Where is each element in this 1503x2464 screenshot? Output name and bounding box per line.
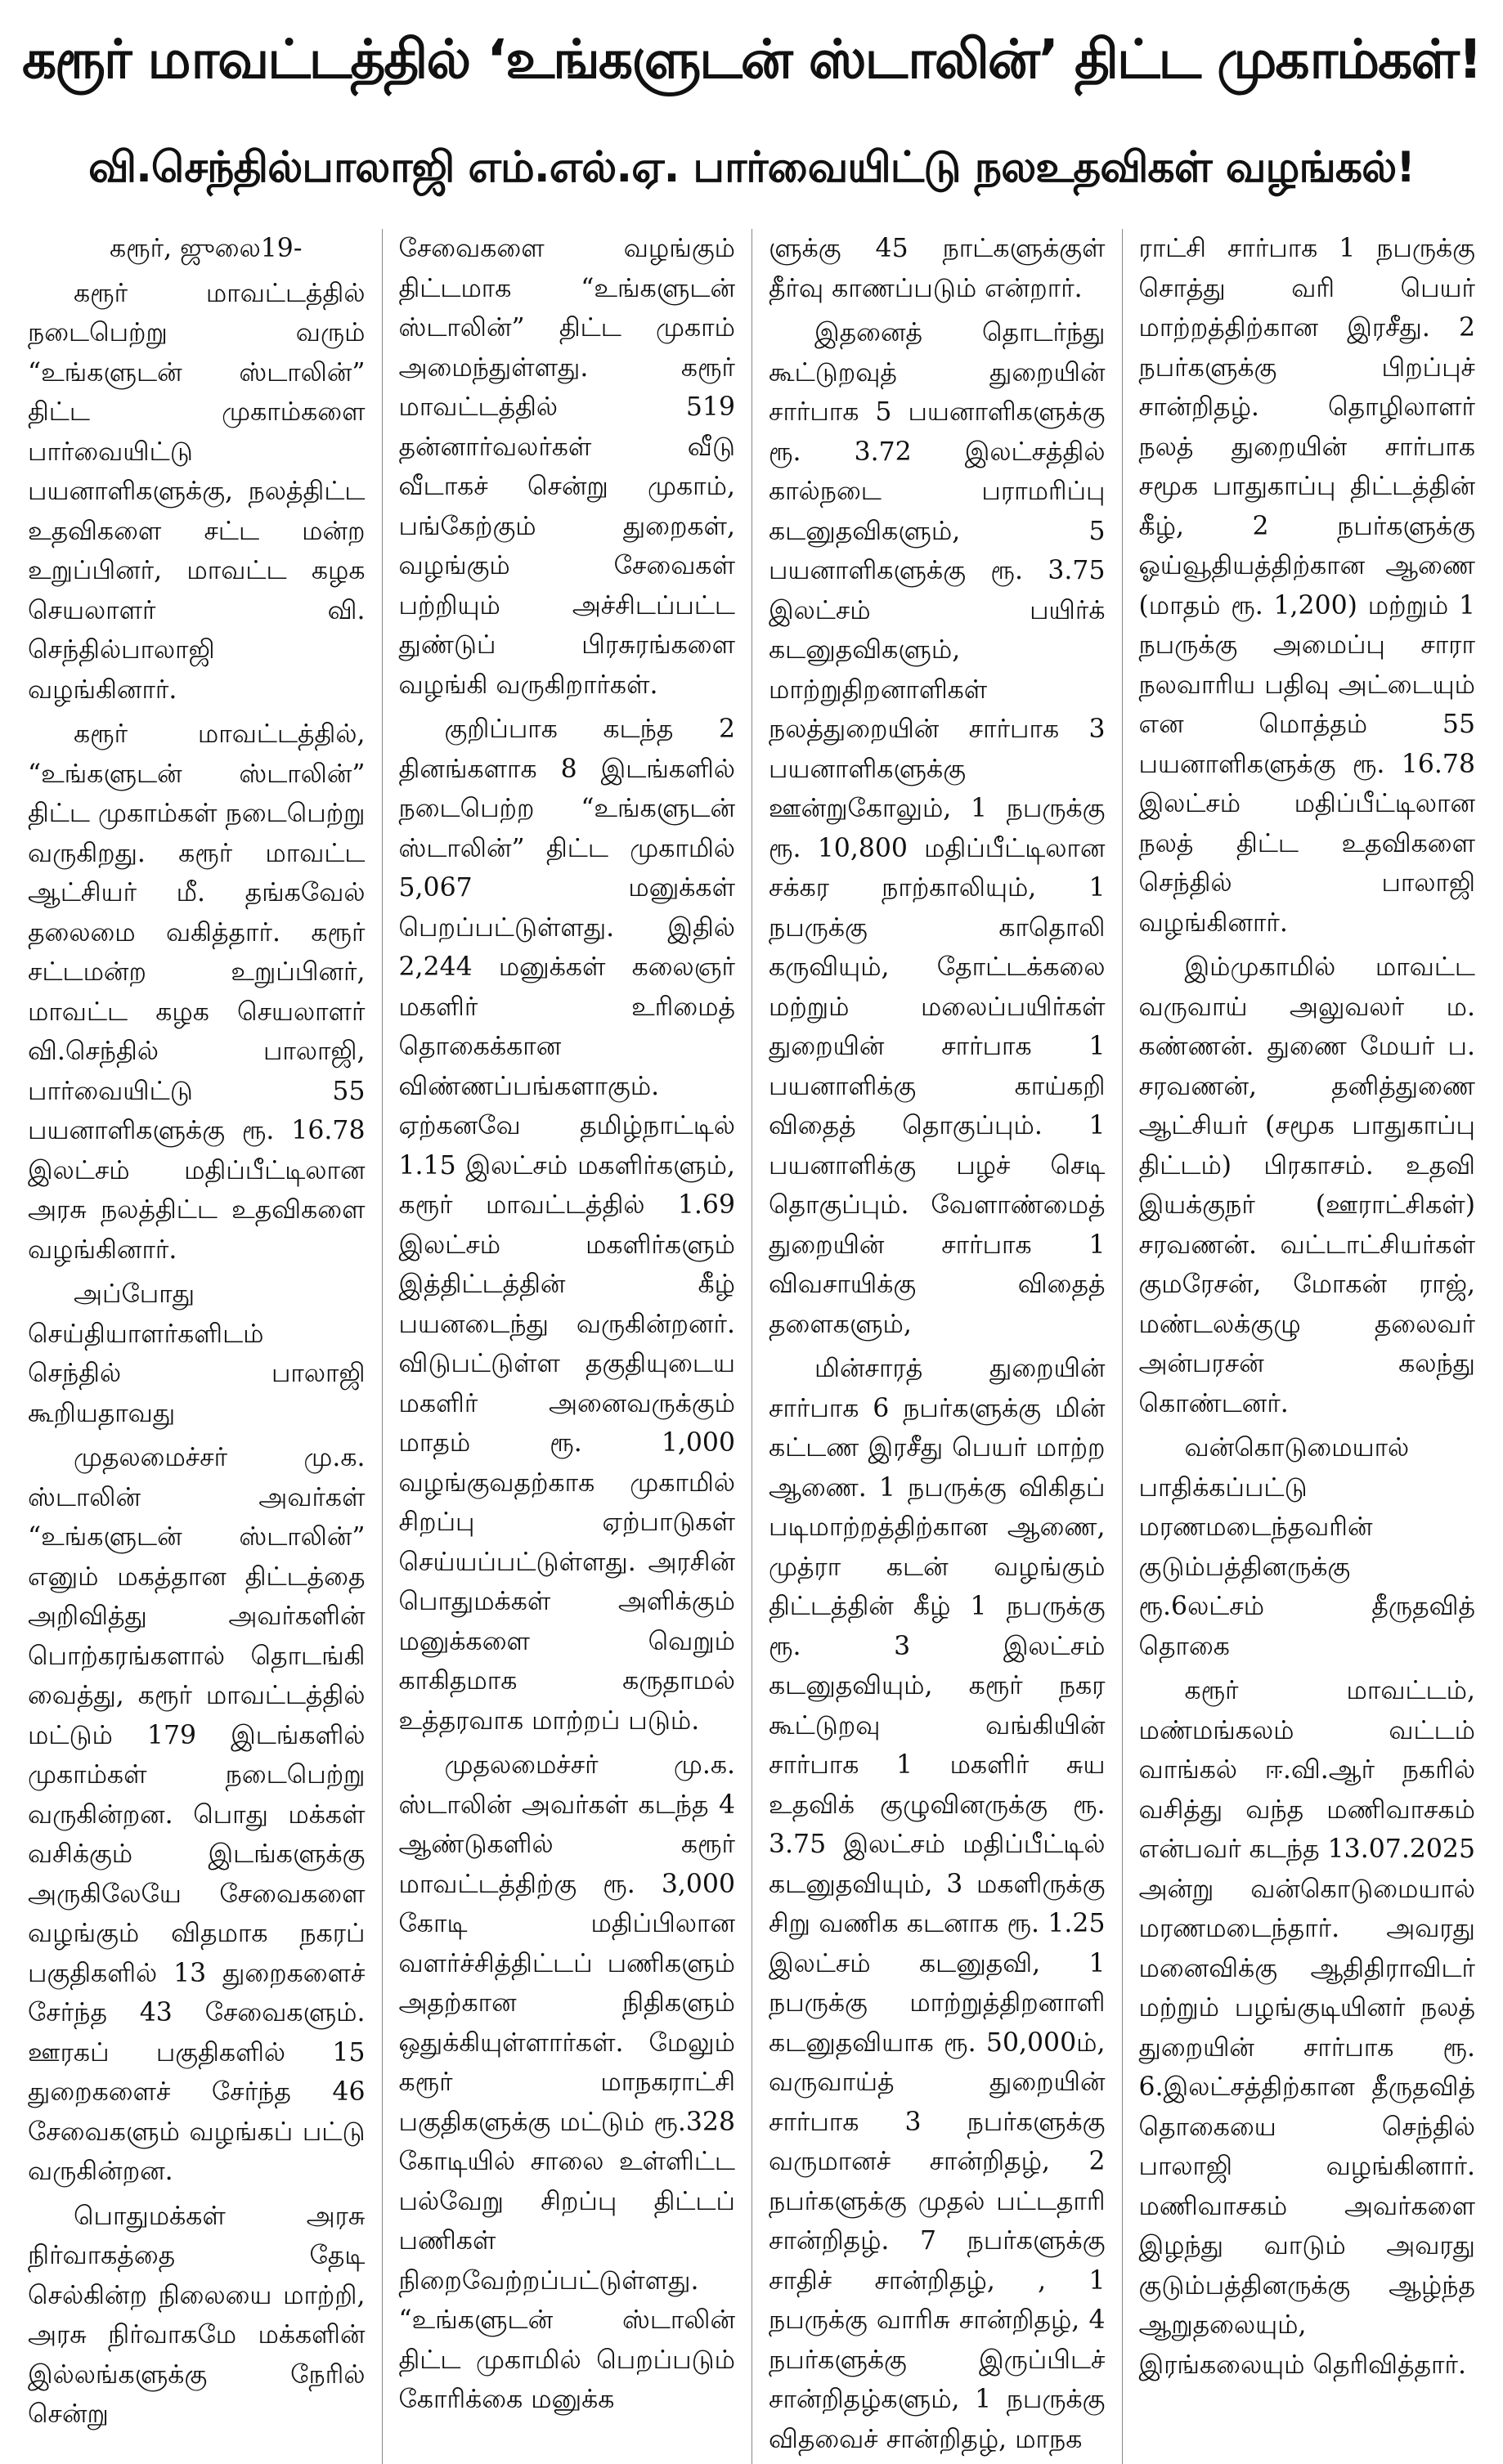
- paragraph: ராட்சி சார்பாக 1 நபருக்கு சொத்து வரி பெயர் மாற்றத்திற்கான இரசீது. 2 நபர்களுக்கு பிறப்புச் சான்றிதழ். தொழிலாளர் நலத் துறையின் சார்பாக சமூக பாதுகாப்பு திட்டத்தின் கீழ், 2 நபர்களுக்கு ஓய்வூதியத்திற்கான ஆணை (மாதம் ரூ. 1,200) மற்றும் 1 நபருக்கு அமைப்பு சாரா நலவாரிய பதிவு அட்டையும் என மொத்தம் 55 பயனாளிகளுக்கு ரூ. 16.78 இலட்சம் மதிப்பீட்டிலான நலத் திட்ட உதவிகளை செந்தில் பாலாஜி வழங்கினார்.: [1138, 234, 1475, 938]
- column-4: [1122, 229, 1492, 2464]
- column-2: [382, 229, 752, 2464]
- paragraph: சேவைகளை வழங்கும் திட்டமாக “உங்களுடன் ஸ்டாலின்” திட்ட முகாம் அமைந்துள்ளது. கரூர் மாவட்டத்தில் 519 தன்னார்வலர்கள் வீடு வீடாகச் சென்று முகாம், பங்கேற்கும் துறைகள், வழங்கும் சேவைகள் பற்றியும் அச்சிடப்பட்ட துண்டுப் பிரசுரங்களை வழங்கி வருகிறார்கள்.: [398, 234, 735, 700]
- subheadline: வி.செந்தில்பாலாஜி எம்.எல்.ஏ. பார்வையிட்டு நலஉதவிகள் வழங்கல்!: [87, 143, 1416, 192]
- paragraph: கரூர் மாவட்டத்தில் நடைபெற்று வரும் “உங்களுடன் ஸ்டாலின்” திட்ட முகாம்களை பார்வையிட்டு பயனாளிகளுக்கு, நலத்திட்ட உதவிகளை சட்ட மன்ற உறுப்பினர், மாவட்ட கழக செயலாளர் வி. செந்தில்பாலாஜி வழங்கினார்.: [28, 278, 366, 705]
- paragraph: கரூர் மாவட்டத்தில், “உங்களுடன் ஸ்டாலின்” திட்ட முகாம்கள் நடைபெற்று வருகிறது. கரூர் மாவட்ட ஆட்சியர் மீ. தங்கவேல் தலைமை வகித்தார். கரூர் சட்டமன்ற உறுப்பினர், மாவட்ட கழக செயலாளர் வி.செந்தில் பாலாஜி, பார்வையிட்டு 55 பயனாளிகளுக்கு ரூ. 16.78 இலட்சம் மதிப்பீட்டிலான அரசு நலத்திட்ட உதவிகளை வழங்கினார்.: [28, 719, 366, 1265]
- column-3: [752, 229, 1122, 2464]
- column-1: [11, 229, 382, 2464]
- paragraph: கரூர் மாவட்டம், மண்மங்கலம் வட்டம் வாங்கல் ஈ.வி.ஆர் நகரில் வசித்து வந்த மணிவாசகம் என்பவர் கடந்த 13.07.2025 அன்று வன்கொடுமையால் மரணமடைந்தார். அவரது மனைவிக்கு ஆதிதிராவிடர் மற்றும் பழங்குடியினர் நலத் துறையின் சார்பாக ரூ. 6.இலட்சத்திற்கான தீருதவித் தொகையை செந்தில் பாலாஜி வழங்கினார். மணிவாசகம் அவர்களை இழந்து வாடும் அவரது குடும்பத்தினருக்கு ஆழ்ந்த ஆறுதலையும், இரங்கலையும் தெரிவித்தார்.: [1138, 1676, 1475, 2380]
- dateline: கரூர், ஜுலை19-: [110, 234, 303, 263]
- paragraph: இதனைத் தொடர்ந்து கூட்டுறவுத் துறையின் சார்பாக 5 பயனாளிகளுக்கு ரூ. 3.72 இலட்சத்தில் கால்நடை பராமரிப்பு கடனுதவிகளும், 5 பயனாளிகளுக்கு ரூ. 3.75 இலட்சம் பயிர்க் கடனுதவிகளும், மாற்றுதிறனாளிகள் நலத்துறையின் சார்பாக 3 பயனாளிகளுக்கு ஊன்றுகோலும், 1 நபருக்கு ரூ. 10,800 மதிப்பீட்டிலான சக்கர நாற்காலியும், 1 நபருக்கு காதொலி கருவியும், தோட்டக்கலை மற்றும் மலைப்பயிர்கள் துறையின் சார்பாக 1 பயனாளிக்கு காய்கறி விதைத் தொகுப்பும். 1 பயனாளிக்கு பழச் செடி தொகுப்பும். வேளாண்மைத் துறையின் சார்பாக 1 விவசாயிக்கு விதைத் தளைகளும்,: [769, 318, 1106, 1339]
- paragraph: முதலமைச்சர் மு.க. ஸ்டாலின் அவர்கள் கடந்த 4 ஆண்டுகளில் கரூர் மாவட்டத்திற்கு ரூ. 3,000 கோடி மதிப்பிலான வளர்ச்சித்திட்டப் பணிகளும் அதற்கான நிதிகளும் ஒதுக்கியுள்ளார்கள். மேலும் கரூர் மாநகராட்சி பகுதிகளுக்கு மட்டும் ரூ.328 கோடியில் சாலை உள்ளிட்ட பல்வேறு சிறப்பு திட்டப் பணிகள் நிறைவேற்றப்பட்டுள்ளது. “உங்களுடன் ஸ்டாலின் திட்ட முகாமில் பெறப்படும் கோரிக்கை மனுக்க: [398, 1750, 735, 2414]
- paragraph: பொதுமக்கள் அரசு நிர்வாகத்தை தேடி செல்கின்ற நிலையை மாற்றி, அரசு நிர்வாகமே மக்களின் இல்லங்களுக்கு நேரில் சென்று: [28, 2201, 366, 2429]
- paragraph: மின்சாரத் துறையின் சார்பாக 6 நபர்களுக்கு மின் கட்டண இரசீது பெயர் மாற்ற ஆணை. 1 நபருக்கு விகிதப் படிமாற்றத்திற்கான ஆணை, முத்ரா கடன் வழங்கும் திட்டத்தின் கீழ் 1 நபருக்கு ரூ. 3 இலட்சம் கடனுதவியும், கரூர் நகர கூட்டுறவு வங்கியின் சார்பாக 1 மகளிர் சுய உதவிக் குழுவினருக்கு ரூ. 3.75 இலட்சம் மதிப்பீட்டில் கடனுதவியும், 3 மகளிருக்கு சிறு வணிக கடனாக ரூ. 1.25 இலட்சம் கடனுதவி, 1 நபருக்கு மாற்றுத்திறனாளி கடனுதவியாக ரூ. 50,000ம், வருவாய்த் துறையின் சார்பாக 3 நபர்களுக்கு வருமானச் சான்றிதழ், 2 நபர்களுக்கு முதல் பட்டதாரி சான்றிதழ். 7 நபர்களுக்கு சாதிச் சான்றிதழ், , 1 நபருக்கு வாரிசு சான்றிதழ், 4 நபர்களுக்கு இருப்பிடச் சான்றிதழ்களும், 1 நபருக்கு விதவைச் சான்றிதழ், மாநக: [769, 1354, 1106, 2454]
- headline: கரூர் மாவட்டத்தில் ‘உங்களுடன் ஸ்டாலின்’ திட்ட முகாம்கள்!: [21, 28, 1482, 91]
- paragraph: குறிப்பாக கடந்த 2 தினங்களாக 8 இடங்களில் நடைபெற்ற “உங்களுடன் ஸ்டாலின்” திட்ட முகாமில் 5,067 மனுக்கள் பெறப்பட்டுள்ளது. இதில் 2,244 மனுக்கள் கலைஞர் மகளிர் உரிமைத் தொகைக்கான விண்ணப்பங்களாகும். ஏற்கனவே தமிழ்நாட்டில் 1.15 இலட்சம் மகளிர்களும், கரூர் மாவட்டத்தில் 1.69 இலட்சம் மகளிர்களும் இத்திட்டத்தின் கீழ் பயனடைந்து வருகின்றனர். விடுபட்டுள்ள தகுதியுடைய மகளிர் அனைவருக்கும் மாதம் ரூ. 1,000 வழங்குவதற்காக முகாமில் சிறப்பு ஏற்பாடுகள் செய்யப்பட்டுள்ளது. அரசின் பொதுமக்கள் அளிக்கும் மனுக்களை வெறும் காகிதமாக கருதாமல் உத்தரவாக மாற்றப் படும்.: [398, 715, 735, 1736]
- paragraph: வன்கொடுமையால் பாதிக்கப்பட்டு மரணமடைந்தவரின் குடும்பத்தினருக்கு ரூ.6லட்சம் தீருதவித் தொகை: [1138, 1433, 1475, 1661]
- paragraph: இம்முகாமில் மாவட்ட வருவாய் அலுவலர் ம. கண்ணன். துணை மேயர் ப. சரவணன், தனித்துணை ஆட்சியர் (சமூக பாதுகாப்பு திட்டம்) பிரகாசம். உதவி இயக்குநர் (ஊராட்சிகள்) சரவணன். வட்டாட்சியர்கள் குமரேசன், மோகன் ராஜ், மண்டலக்குழு தலைவர் அன்பரசன் கலந்து கொண்டனர்.: [1138, 952, 1475, 1418]
- paragraph: முதலமைச்சர் மு.க. ஸ்டாலின் அவர்கள் “உங்களுடன் ஸ்டாலின்” எனும் மகத்தான திட்டத்தை அறிவித்து அவர்களின் பொற்கரங்களால் தொடங்கி வைத்து, கரூர் மாவட்டத்தில் மட்டும் 179 இடங்களில் முகாம்கள் நடைபெற்று வருகின்றன. பொது மக்கள் வசிக்கும் இடங்களுக்கு அருகிலேயே சேவைகளை வழங்கும் விதமாக நகரப் பகுதிகளில் 13 துறைகளைச் சேர்ந்த 43 சேவைகளும். ஊரகப் பகுதிகளில் 15 துறைகளைச் சேர்ந்த 46 சேவைகளும் வழங்கப் பட்டு வருகின்றன.: [28, 1443, 366, 2186]
- paragraph: ளுக்கு 45 நாட்களுக்குள் தீர்வு காணப்படும் என்றார்.: [769, 234, 1106, 303]
- article-body: [11, 229, 1492, 2454]
- paragraph: அப்போது செய்தியாளர்களிடம் செந்தில் பாலாஜி கூறியதாவது: [28, 1279, 366, 1428]
